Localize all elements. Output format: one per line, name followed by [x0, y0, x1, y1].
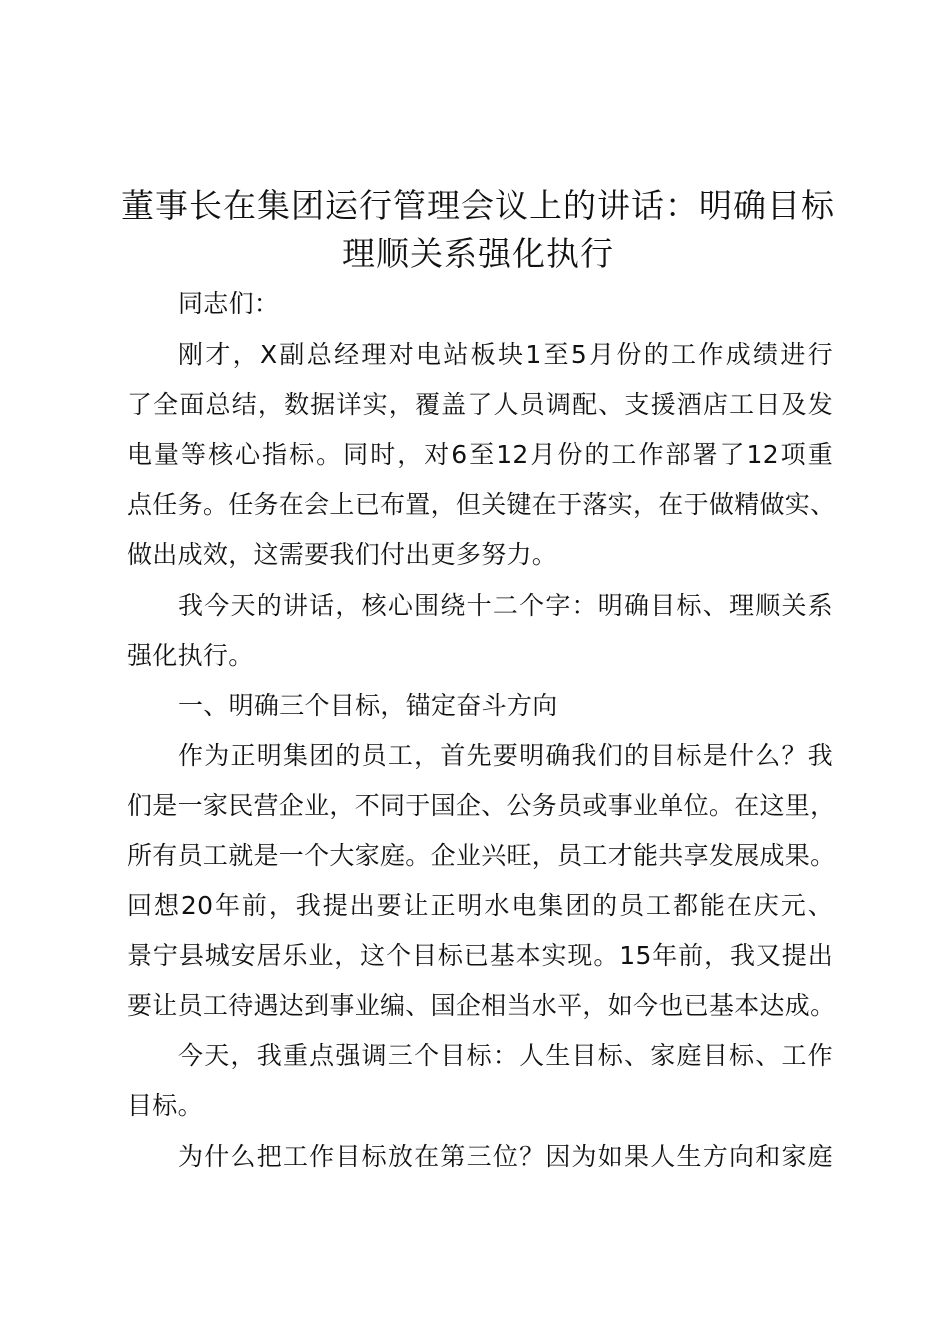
- body-line: 为什么把工作目标放在第三位？因为如果人生方向和家庭: [178, 1142, 833, 1171]
- body-line: 们是一家民营企业，不同于国企、公务员或事业单位。在这里，: [127, 791, 836, 820]
- body-line: 我今天的讲话，核心围绕十二个字：明确目标、理顺关系: [178, 591, 833, 620]
- body-line: 电量等核心指标。同时，对6至12月份的工作部署了12项重: [127, 440, 833, 469]
- body-line: 回想20年前，我提出要让正明水电集团的员工都能在庆元、: [127, 891, 833, 920]
- body-line: 要让员工待遇达到事业编、国企相当水平，如今也已基本达成。: [127, 991, 836, 1020]
- body-line: 点任务。任务在会上已布置，但关键在于落实，在于做精做实、: [127, 490, 836, 519]
- salutation: 同志们：: [178, 289, 280, 318]
- body-line: 了全面总结，数据详实，覆盖了人员调配、支援酒店工日及发: [127, 390, 833, 419]
- body-line: 所有员工就是一个大家庭。企业兴旺，员工才能共享发展成果。: [127, 841, 836, 870]
- document-title: 董事长在集团运行管理会议上的讲话：明确目标理顺关系强化执行: [121, 186, 835, 273]
- section-heading: 一、明确三个目标，锚定奋斗方向: [178, 691, 558, 720]
- body-line: 作为正明集团的员工，首先要明确我们的目标是什么？我: [178, 741, 833, 770]
- body-line: 刚才，X副总经理对电站板块1至5月份的工作成绩进行: [178, 340, 833, 369]
- body-line: 目标。: [127, 1091, 203, 1120]
- body-line: 做出成效，这需要我们付出更多努力。: [127, 540, 558, 569]
- body-line: 景宁县城安居乐业，这个目标已基本实现。15年前，我又提出: [127, 941, 833, 970]
- body-line: 强化执行。: [127, 641, 254, 670]
- body-line: 今天，我重点强调三个目标：人生目标、家庭目标、工作: [178, 1041, 833, 1070]
